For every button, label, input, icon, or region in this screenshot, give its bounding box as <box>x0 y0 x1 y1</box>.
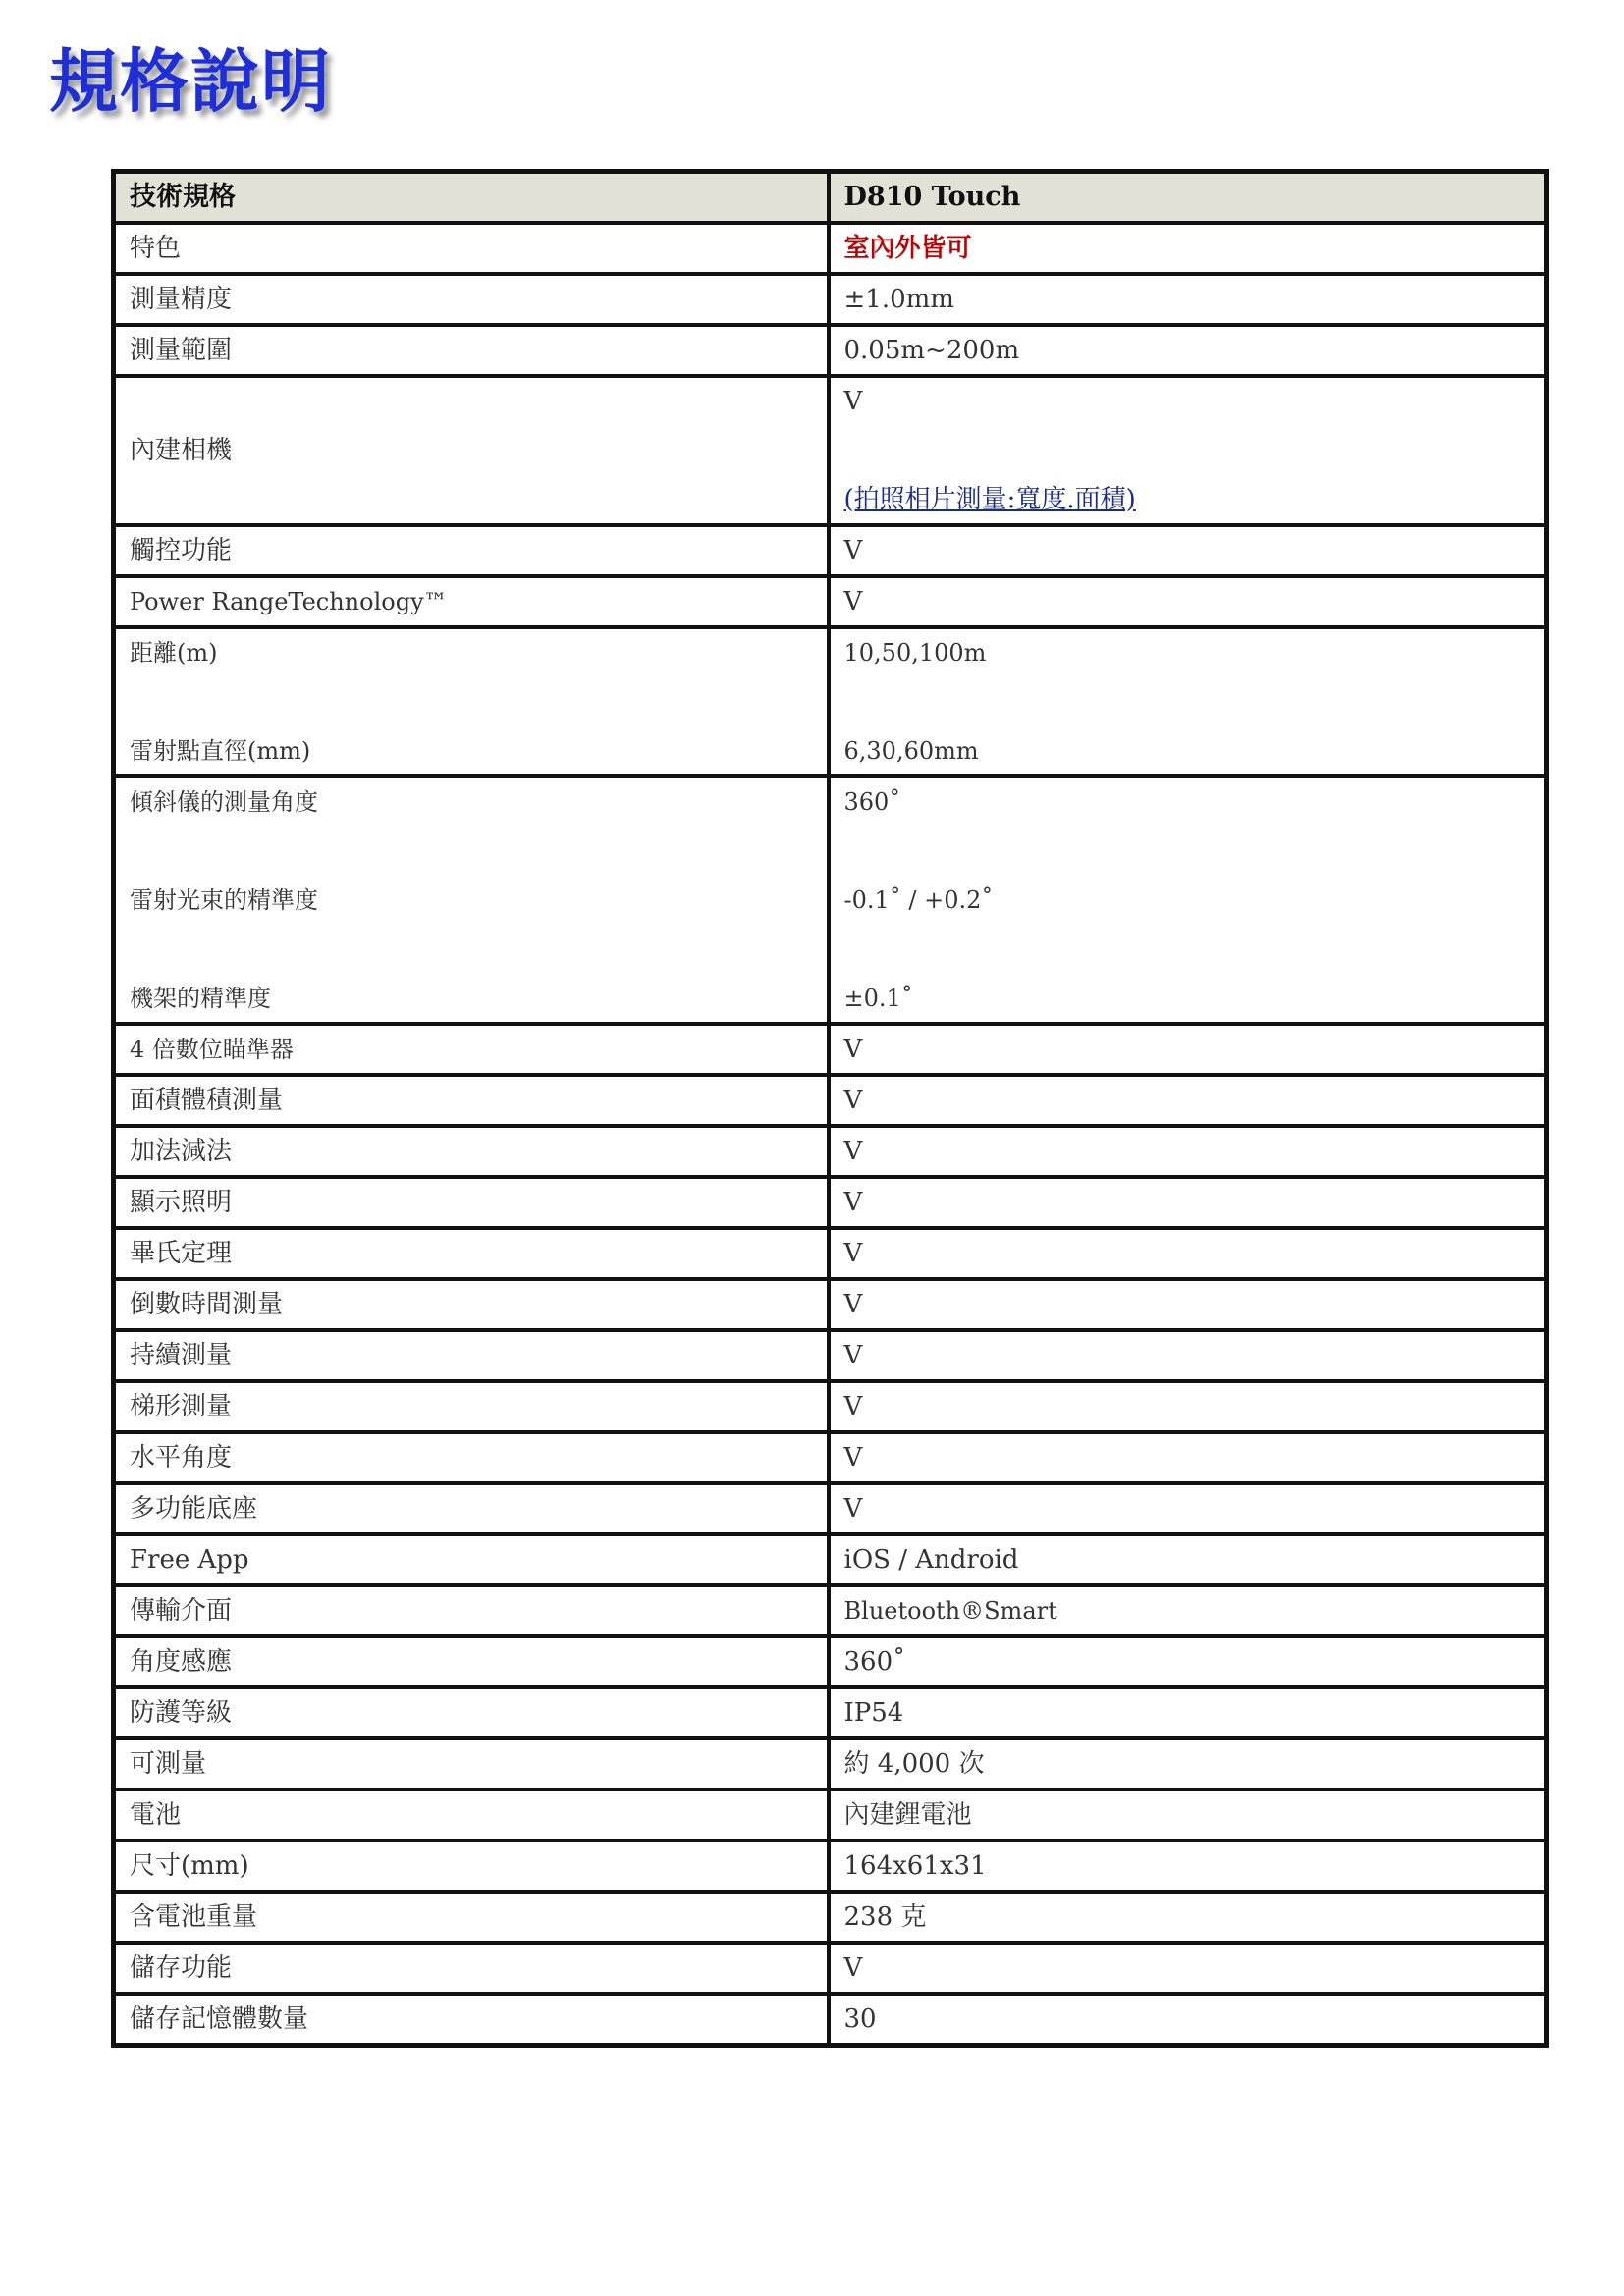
table-row <box>114 223 1547 274</box>
spec-value: iOS / Android <box>829 1534 1547 1585</box>
spec-label: 特色 <box>114 223 829 274</box>
spec-label: 內建相機 <box>114 376 829 525</box>
spec-label: 儲存記憶體數量 <box>114 1994 829 2046</box>
table-row <box>114 376 1547 525</box>
spec-value: V <box>829 1432 1547 1483</box>
spec-label: 面積體積測量 <box>114 1075 829 1126</box>
spec-label: 儲存功能 <box>114 1943 829 1994</box>
spec-label: 梯形測量 <box>114 1381 829 1432</box>
spec-table <box>111 169 1549 2048</box>
header-model-cell: D810 Touch <box>829 172 1547 224</box>
spec-value: Bluetooth®Smart <box>829 1585 1547 1636</box>
spec-label: 防護等級 <box>114 1687 829 1738</box>
table-row <box>114 1841 1547 1892</box>
spec-label: Power RangeTechnology™ <box>114 576 829 627</box>
spec-value: V (拍照相片測量:寬度.面積) <box>829 376 1547 525</box>
spec-label: 可測量 <box>114 1738 829 1789</box>
spec-value: V <box>829 1177 1547 1228</box>
table-row <box>114 1075 1547 1126</box>
spec-value: ±1.0mm <box>829 274 1547 325</box>
spec-label: 傳輸介面 <box>114 1585 829 1636</box>
table-row <box>114 1228 1547 1279</box>
spec-value: V <box>829 1381 1547 1432</box>
spec-label: 持續測量 <box>114 1330 829 1381</box>
table-row <box>114 274 1547 325</box>
table-row <box>114 627 1547 776</box>
spec-value: IP54 <box>829 1687 1547 1738</box>
spec-label: 加法減法 <box>114 1126 829 1177</box>
spec-label: 角度感應 <box>114 1636 829 1687</box>
table-row <box>114 576 1547 627</box>
spec-value: 164x61x31 <box>829 1841 1547 1892</box>
spec-label: 4 倍數位瞄準器 <box>114 1024 829 1075</box>
spec-label: 測量範圍 <box>114 325 829 376</box>
table-row <box>114 325 1547 376</box>
spec-value: V <box>829 1483 1547 1534</box>
table-row <box>114 1126 1547 1177</box>
table-row <box>114 1585 1547 1636</box>
spec-label: 距離(m) 雷射點直徑(mm) <box>114 627 829 776</box>
spec-label: 多功能底座 <box>114 1483 829 1534</box>
spec-label: 畢氏定理 <box>114 1228 829 1279</box>
table-row <box>114 1330 1547 1381</box>
spec-value: V <box>829 1943 1547 1994</box>
spec-label: 含電池重量 <box>114 1892 829 1943</box>
spec-value: V <box>829 1330 1547 1381</box>
table-row <box>114 1738 1547 1789</box>
table-row <box>114 1279 1547 1330</box>
table-row <box>114 1024 1547 1075</box>
camera-note: (拍照相片測量:寬度.面積) <box>843 485 1136 514</box>
spec-value: V <box>829 1075 1547 1126</box>
spec-label: 水平角度 <box>114 1432 829 1483</box>
spec-label: Free App <box>114 1534 829 1585</box>
spec-value: 238 克 <box>829 1892 1547 1943</box>
table-row <box>114 1687 1547 1738</box>
table-row <box>114 1636 1547 1687</box>
spec-label: 尺寸(mm) <box>114 1841 829 1892</box>
table-row <box>114 1483 1547 1534</box>
spec-value: V <box>829 1228 1547 1279</box>
spec-label: 電池 <box>114 1789 829 1841</box>
table-row <box>114 525 1547 576</box>
table-row <box>114 1381 1547 1432</box>
spec-label: 觸控功能 <box>114 525 829 576</box>
spec-value: 10,50,100m 6,30,60mm <box>829 627 1547 776</box>
spec-value: 360˚ <box>829 1636 1547 1687</box>
spec-label: 測量精度 <box>114 274 829 325</box>
table-row <box>114 1534 1547 1585</box>
spec-value: 0.05m~200m <box>829 325 1547 376</box>
page-title: 規格說明 <box>49 41 332 122</box>
spec-label: 顯示照明 <box>114 1177 829 1228</box>
spec-value: 約 4,000 次 <box>829 1738 1547 1789</box>
spec-value: V <box>829 1279 1547 1330</box>
spec-value: 室內外皆可 <box>829 223 1547 274</box>
spec-value: 30 <box>829 1994 1547 2046</box>
table-row <box>114 1177 1547 1228</box>
header-label-cell: 技術規格 <box>114 172 829 224</box>
spec-label: 倒數時間測量 <box>114 1279 829 1330</box>
spec-label: 傾斜儀的測量角度 雷射光束的精準度 機架的精準度 <box>114 776 829 1024</box>
spec-value: 內建鋰電池 <box>829 1789 1547 1841</box>
table-row <box>114 1892 1547 1943</box>
spec-value: 360˚ -0.1˚ / +0.2˚ ±0.1˚ <box>829 776 1547 1024</box>
spec-value: V <box>829 576 1547 627</box>
table-row <box>114 1789 1547 1841</box>
table-header-row <box>114 172 1547 224</box>
table-row <box>114 776 1547 1024</box>
table-row <box>114 1994 1547 2046</box>
table-row <box>114 1943 1547 1994</box>
table-row <box>114 1432 1547 1483</box>
spec-value: V <box>829 1126 1547 1177</box>
spec-value: V <box>829 525 1547 576</box>
spec-value: V <box>829 1024 1547 1075</box>
